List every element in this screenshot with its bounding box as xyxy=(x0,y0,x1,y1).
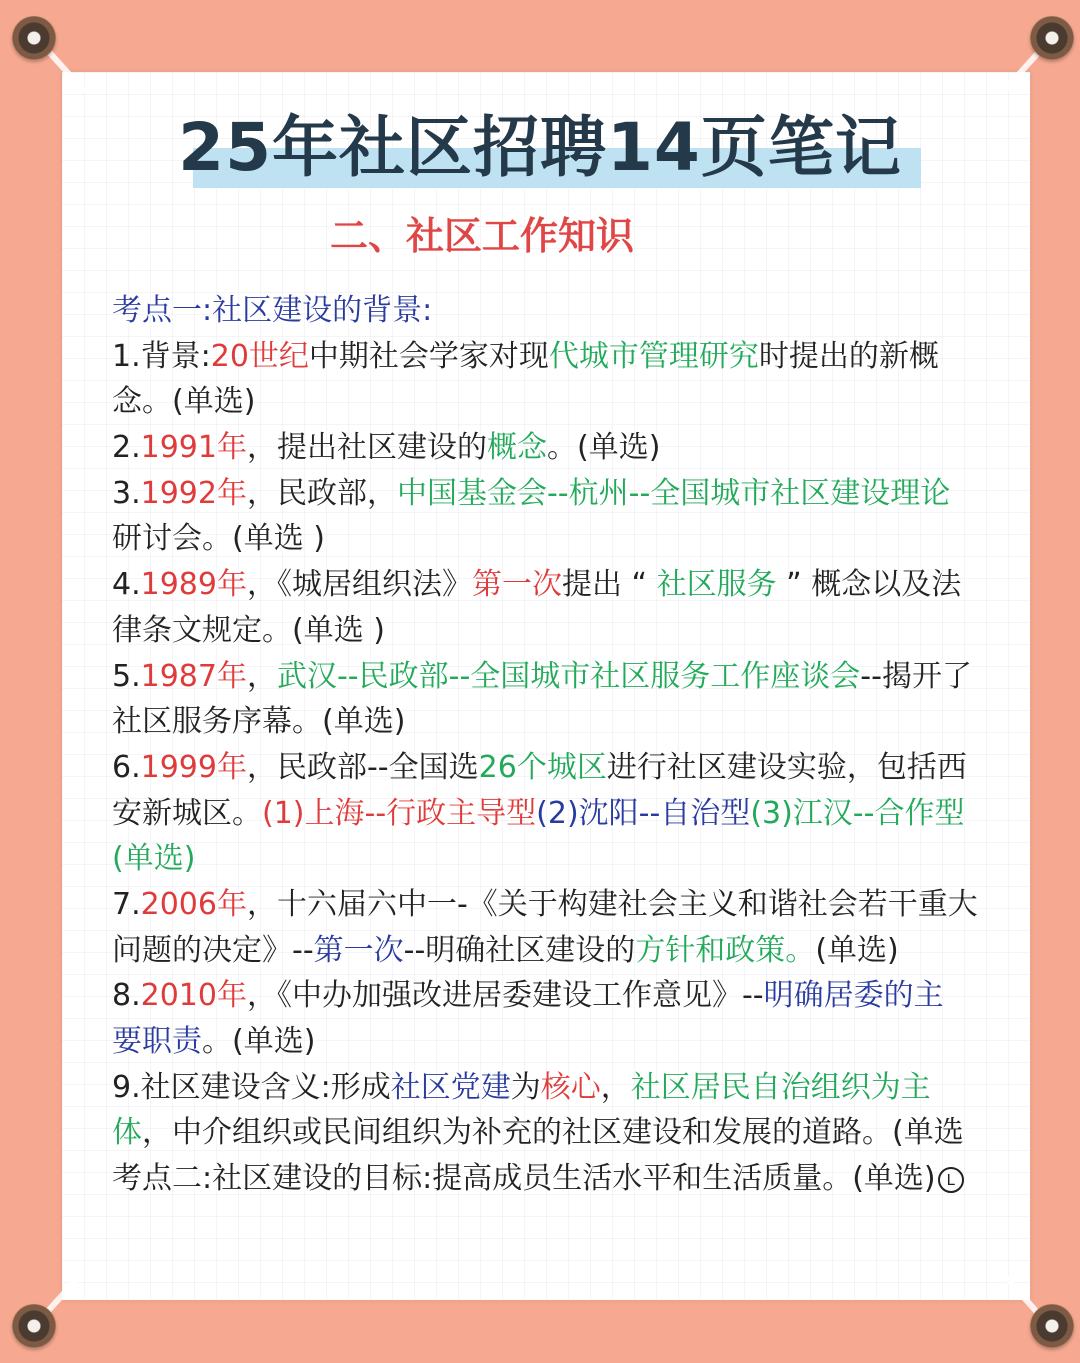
note-line: 研讨会。(单选 ) xyxy=(112,521,325,557)
text-span: (单选) xyxy=(815,932,899,968)
text-span: (2)沈阳--自治型 xyxy=(536,795,751,831)
page-title: 25年社区招聘14页笔记 xyxy=(178,109,902,186)
text-span: 体 xyxy=(112,1115,142,1151)
text-span: 提出 “ xyxy=(561,567,657,603)
text-span: ，提出社区建设的 xyxy=(246,430,487,466)
pin-icon-top-right xyxy=(1030,16,1074,60)
text-span: 3. xyxy=(112,475,141,511)
text-span: ， xyxy=(246,658,277,694)
note-line xyxy=(112,973,1012,1019)
text-span: 1987年 xyxy=(140,658,247,694)
text-span: 武汉--民政部--全国城市社区服务工作座谈会 xyxy=(276,658,861,694)
text-span: 2006年 xyxy=(140,886,247,922)
note-line: (单选) xyxy=(112,841,196,877)
note-line xyxy=(112,654,1012,700)
text-span: (1)上海--行政主导型 xyxy=(262,795,537,831)
text-span: 2. xyxy=(112,430,141,466)
text-span: 中国基金会--杭州--全国城市社区建设理论 xyxy=(396,475,951,511)
text-span: --揭开了 xyxy=(860,658,972,694)
text-span: ，《城居组织法》 xyxy=(246,567,472,603)
text-span: 概念 xyxy=(486,430,547,466)
text-span: 要职责 xyxy=(112,1024,202,1059)
text-span: 中期社会学家对现 xyxy=(308,338,549,374)
text-span: 1999年 xyxy=(140,749,247,785)
text-span: 代城市管理研究 xyxy=(548,338,759,374)
text-span: 6. xyxy=(112,749,141,785)
text-span: 为 xyxy=(510,1069,541,1105)
text-span: ，民政部--全国选 xyxy=(246,749,479,785)
text-span: 7. xyxy=(112,886,141,922)
note-line xyxy=(112,1110,1012,1156)
text-span: 4. xyxy=(112,567,141,603)
note-line xyxy=(112,562,1012,608)
text-span: 26个城区 xyxy=(478,749,607,785)
text-span: 安新城区。 xyxy=(112,795,262,831)
note-line xyxy=(112,471,1012,517)
pin-icon-bottom-left xyxy=(12,1304,56,1348)
text-span: ，民政部， xyxy=(246,475,397,511)
note-line xyxy=(112,425,1012,471)
note-line xyxy=(112,791,1012,837)
text-span: 5. xyxy=(112,658,141,694)
note-line xyxy=(112,928,1012,974)
text-span: 。(单选) xyxy=(202,1024,316,1059)
text-span: (3)江汉--合作型 xyxy=(750,795,965,831)
text-span: 社区党建 xyxy=(390,1069,511,1105)
text-span: 时提出的新概 xyxy=(758,338,939,374)
note-line xyxy=(112,745,1012,791)
text-span: 进行社区建设实验，包括西 xyxy=(606,749,967,785)
note-line: 社区服务序幕。(单选) xyxy=(112,704,406,740)
text-span: ，《中办加强改进居委建设工作意见》-- xyxy=(246,978,764,1014)
text-span: 明确居委的主 xyxy=(763,978,944,1014)
text-span: ， xyxy=(600,1069,631,1105)
text-span: 1989年 xyxy=(140,567,247,603)
note-line xyxy=(112,1065,1012,1111)
notes-body xyxy=(112,288,1012,1202)
text-span: 核心 xyxy=(540,1069,601,1105)
pin-icon-bottom-right xyxy=(1030,1304,1074,1348)
text-span: 。(单选) xyxy=(546,430,661,466)
text-span: 社区居民自治组织为主 xyxy=(630,1069,931,1105)
text-span: 2010年 xyxy=(140,978,247,1014)
text-span: 方针和政策。 xyxy=(635,932,816,968)
point-heading: 考点一:社区建设的背景: xyxy=(112,293,433,328)
text-span: 考点二:社区建设的目标:提高成员生活水平和生活质量。(单选) xyxy=(112,1161,936,1197)
text-span: 1.背景: xyxy=(112,338,211,374)
note-line: 律条文规定。(单选 ) xyxy=(112,612,385,648)
note-line xyxy=(112,1019,1012,1065)
note-line: 念。(单选) xyxy=(112,384,256,420)
text-span: 问题的决定》-- xyxy=(112,932,314,968)
text-span: 1992年 xyxy=(140,475,247,511)
text-span: 9.社区建设含义:形成 xyxy=(112,1069,391,1105)
text-span: 社区服务 xyxy=(656,567,777,603)
text-span: 8. xyxy=(112,978,141,1014)
note-line xyxy=(112,882,1012,928)
pin-icon-top-left xyxy=(12,16,56,60)
text-span: 第一次 xyxy=(313,932,404,968)
text-span: 20世纪 xyxy=(210,338,309,374)
note-line xyxy=(112,334,1012,380)
title-area xyxy=(0,106,1080,190)
text-span: 第一次 xyxy=(471,567,562,603)
text-span: --明确社区建设的 xyxy=(403,932,636,968)
text-span: 1991年 xyxy=(140,430,247,466)
section-subtitle: 二、社区工作知识 xyxy=(330,214,635,258)
text-span: ” 概念以及法 xyxy=(776,567,962,603)
text-span: ，中介组织或民间组织为补充的社区建设和发展的道路。(单选 xyxy=(142,1115,964,1151)
circled-letter-icon: L xyxy=(938,1167,964,1193)
note-line xyxy=(112,1156,1012,1202)
text-span: ，十六届六中一-《关于构建社会主义和谐社会若干重大 xyxy=(246,886,978,922)
